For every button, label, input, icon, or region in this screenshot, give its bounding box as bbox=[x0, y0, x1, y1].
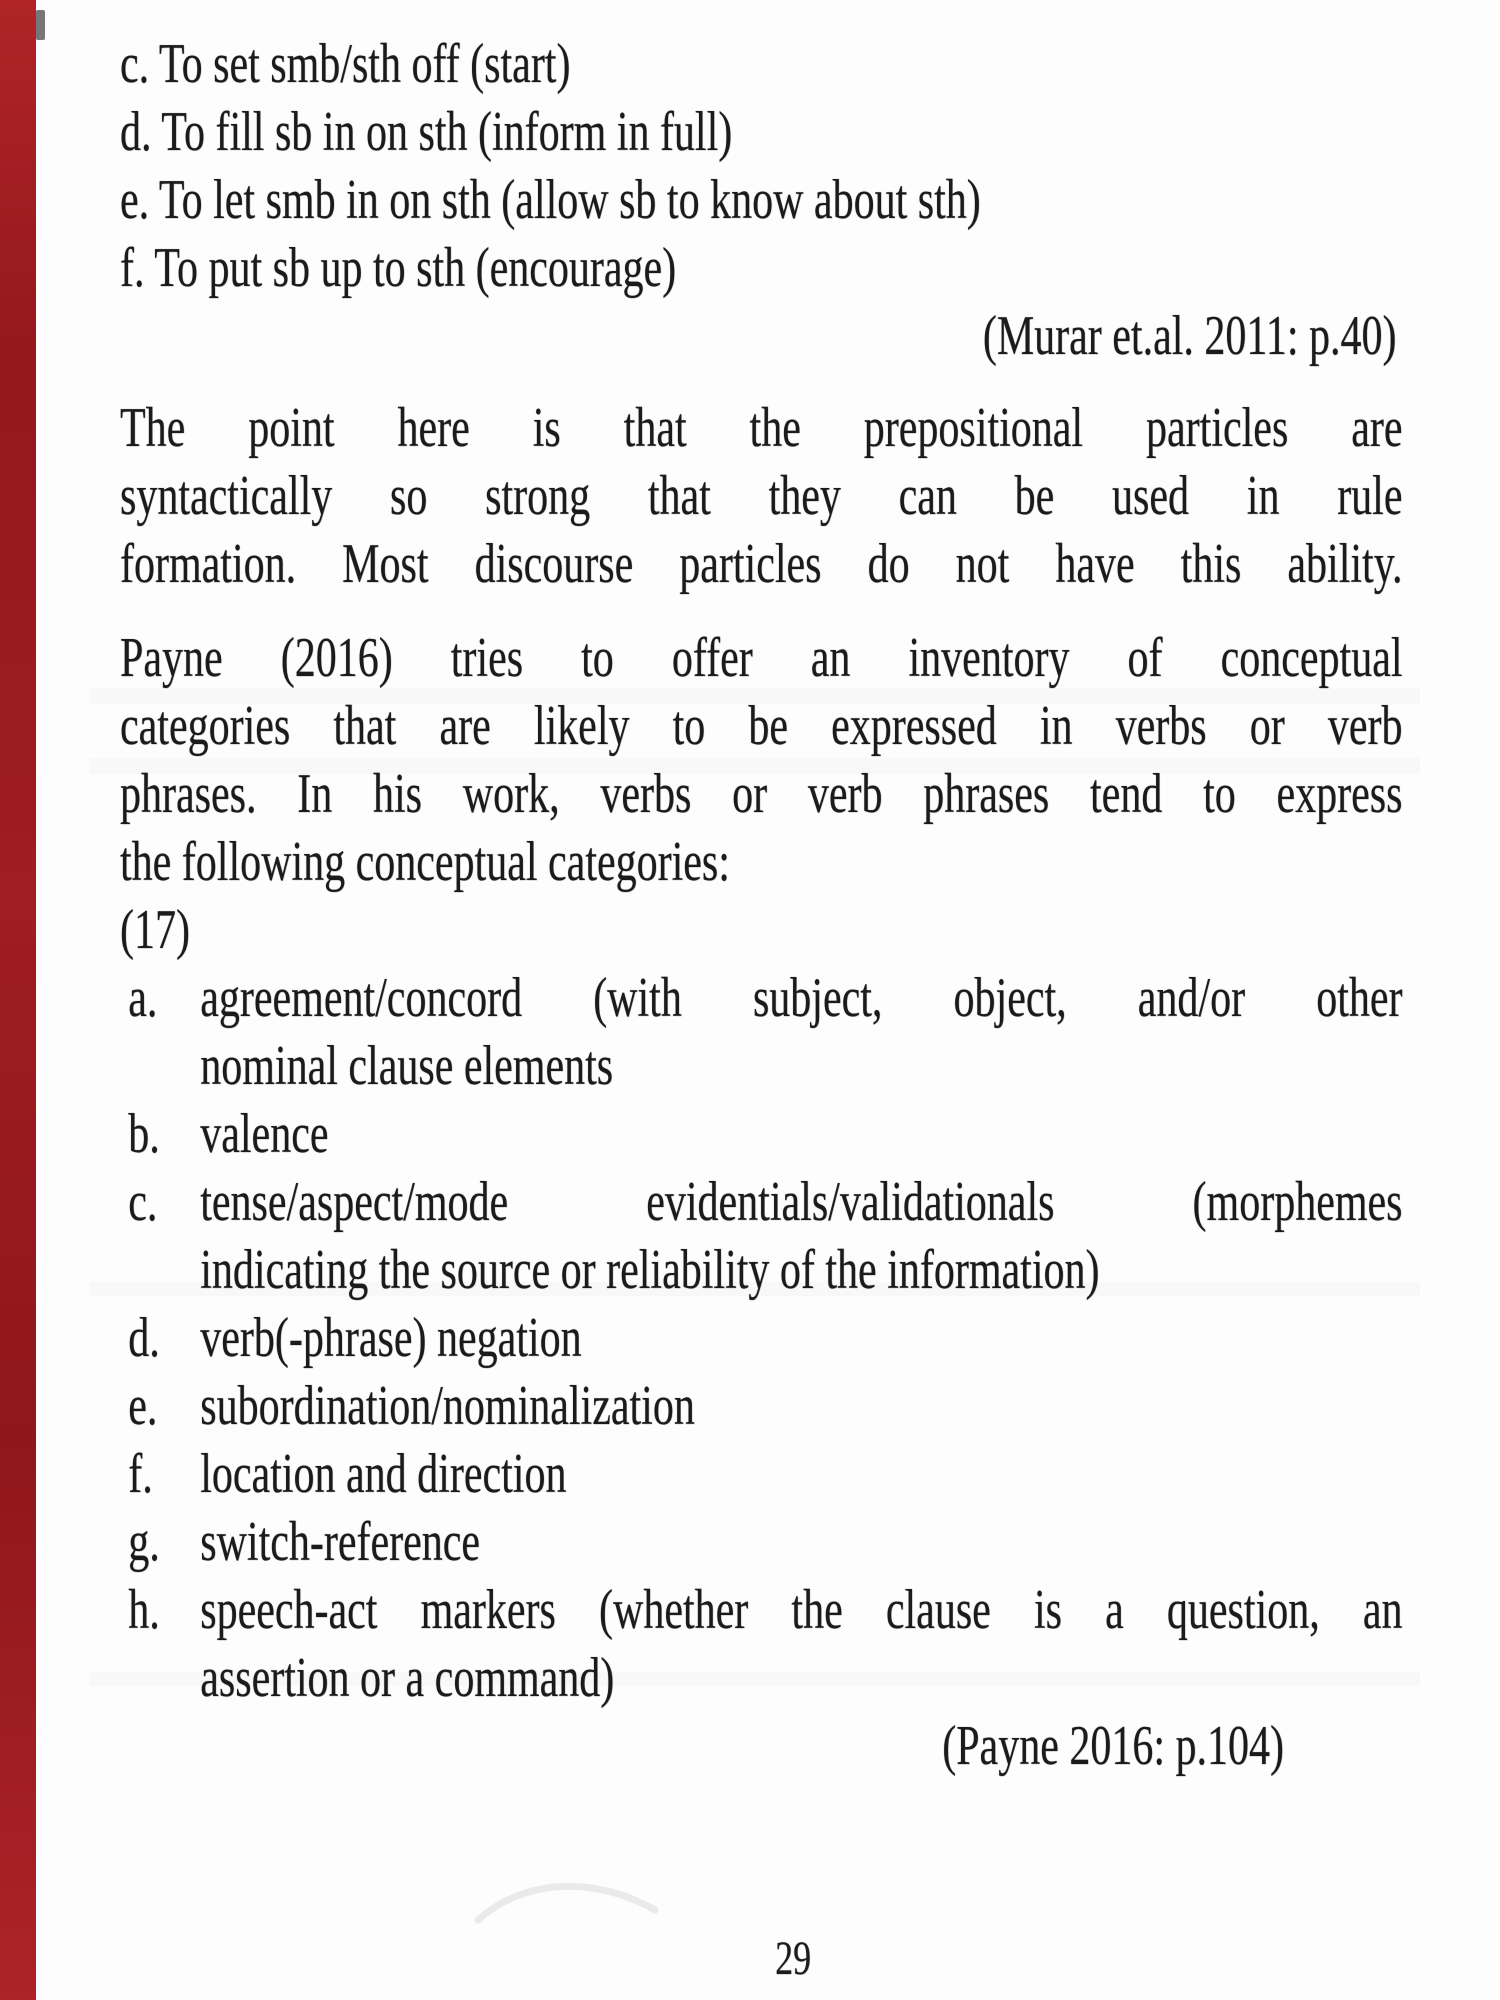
category-item-c bbox=[120, 1168, 1403, 1304]
paragraph-prepositional-particles bbox=[120, 394, 1403, 598]
category-item-h bbox=[120, 1576, 1403, 1712]
category-item-g bbox=[120, 1508, 1403, 1576]
category-line: tense/aspect/mode evidentials/validationals (morphemes bbox=[200, 1171, 1403, 1233]
category-letter: c. bbox=[128, 1171, 158, 1233]
paragraph-line: The point here is that the prepositional particles are bbox=[120, 397, 1403, 459]
paragraph-line: phrases. In his work, verbs or verb phrases tend to express bbox=[120, 763, 1403, 825]
category-line: speech-act markers (whether the clause is a question, an bbox=[200, 1579, 1403, 1641]
category-line: valence bbox=[200, 1103, 329, 1165]
category-line: verb(-phrase) negation bbox=[200, 1307, 582, 1369]
category-line: nominal clause elements bbox=[200, 1035, 614, 1097]
category-letter: d. bbox=[128, 1307, 160, 1369]
example-item-d: d. To fill sb in on sth (inform in full) bbox=[120, 101, 733, 163]
example-item-f: f. To put sb up to sth (encourage) bbox=[120, 237, 677, 299]
category-line: switch-reference bbox=[200, 1511, 481, 1573]
citation-murar: (Murar et.al. 2011: p.40) bbox=[982, 305, 1397, 367]
category-letter: e. bbox=[128, 1375, 158, 1437]
paragraph-line: the following conceptual categories: bbox=[120, 831, 730, 893]
example-item-e: e. To let smb in on sth (allow sb to know about sth) bbox=[120, 169, 981, 231]
paragraph-gap bbox=[120, 598, 1403, 624]
category-letter: f. bbox=[128, 1443, 153, 1505]
category-item-f bbox=[120, 1440, 1403, 1508]
scan-artifact-smudge bbox=[36, 10, 45, 40]
paragraph-line: categories that are likely to be expressed in verbs or verb bbox=[120, 695, 1403, 757]
category-item-a bbox=[120, 964, 1403, 1100]
paragraph-gap bbox=[120, 370, 1403, 394]
paragraph-line: formation. Most discourse particles do not have this ability. bbox=[120, 533, 1403, 595]
book-spine-strip bbox=[0, 0, 36, 2000]
category-line: indicating the source or reliability of the information) bbox=[200, 1239, 1100, 1301]
category-item-b bbox=[120, 1100, 1403, 1168]
page-text-column bbox=[120, 30, 1403, 2000]
example-number: (17) bbox=[120, 899, 190, 961]
category-letter: b. bbox=[128, 1103, 160, 1165]
page-number: 29 bbox=[775, 1932, 812, 1985]
category-line: agreement/concord (with subject, object, and/or other bbox=[200, 967, 1403, 1029]
category-line: location and direction bbox=[200, 1443, 567, 1505]
category-letter: h. bbox=[128, 1579, 160, 1641]
category-line: assertion or a command) bbox=[200, 1647, 615, 1709]
paragraph-line: Payne (2016) tries to offer an inventory of conceptual bbox=[120, 627, 1403, 689]
category-item-e bbox=[120, 1372, 1403, 1440]
category-letter: g. bbox=[128, 1511, 160, 1573]
citation-payne: (Payne 2016: p.104) bbox=[942, 1715, 1284, 1777]
paragraph-line: syntactically so strong that they can be used in rule bbox=[120, 465, 1403, 527]
paragraph-payne-inventory bbox=[120, 624, 1403, 896]
category-line: subordination/nominalization bbox=[200, 1375, 695, 1437]
category-item-d bbox=[120, 1304, 1403, 1372]
example-item-c: c. To set smb/sth off (start) bbox=[120, 33, 571, 95]
category-letter: a. bbox=[128, 967, 158, 1029]
